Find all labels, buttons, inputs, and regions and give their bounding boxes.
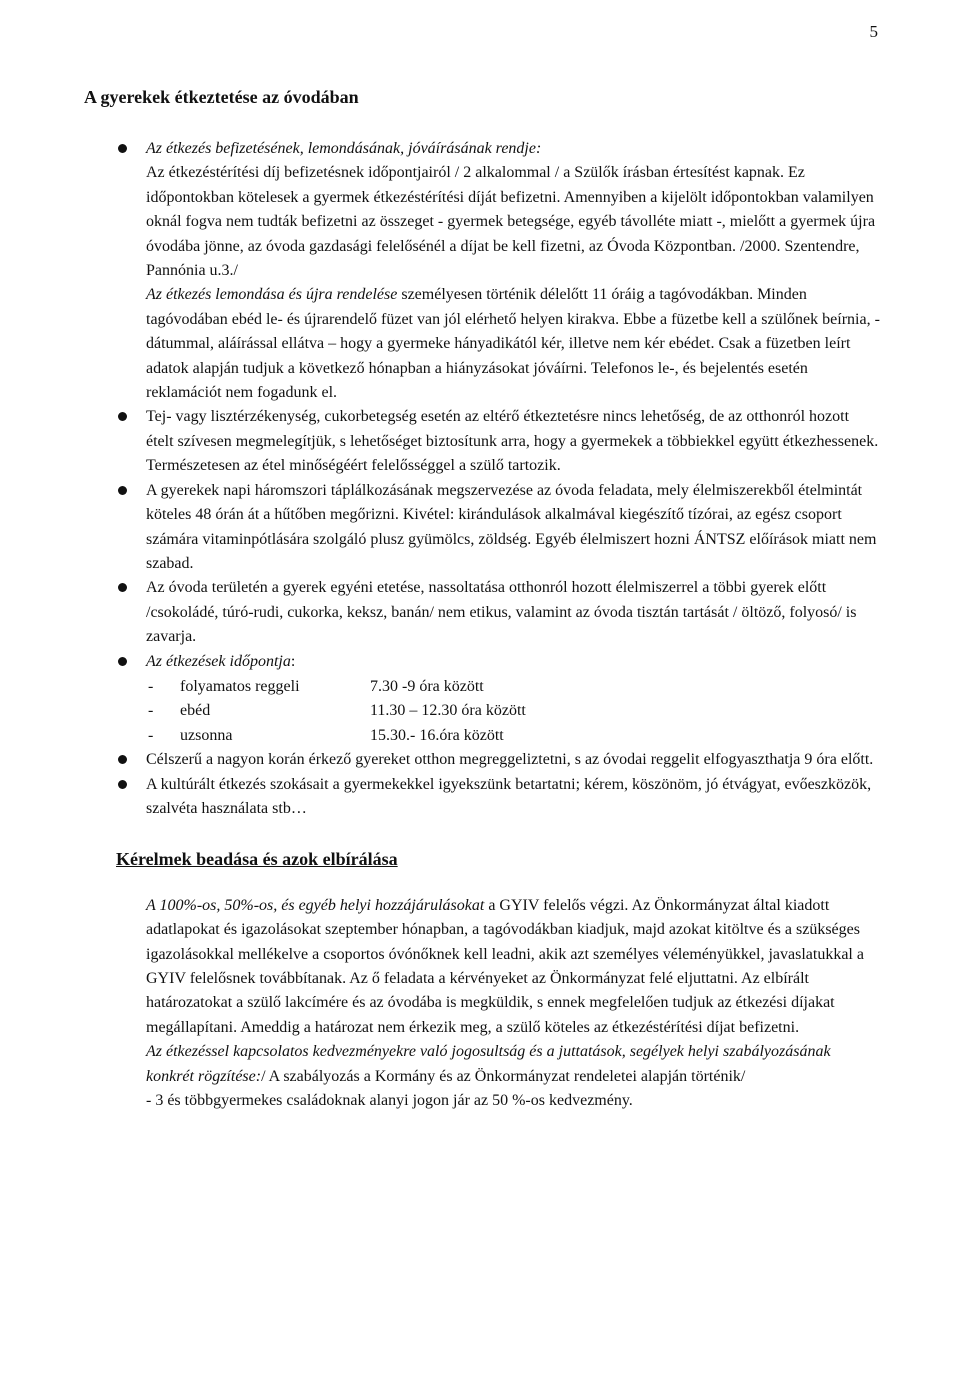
list-item-payment <box>118 137 880 405</box>
section-heading: Kérelmek beadása és azok elbírálása <box>116 849 398 870</box>
schedule-time: 15.30.- 16.óra között <box>370 726 504 744</box>
times-heading <box>146 650 880 674</box>
list-item-allergy <box>118 405 880 478</box>
section-paragraph-1 <box>146 894 880 1040</box>
list-item-manners <box>118 773 880 822</box>
contribution-title: A 100%-os, 50%-os, és egyéb helyi hozzájárulásokat <box>146 896 485 914</box>
content <box>118 137 880 1113</box>
list-item-times <box>118 650 880 749</box>
breakfast-text: Célszerű a nagyon korán érkező gyereket otthon megreggeliztetni, s az óvodai reggelit elfogyaszthatja 9 óra előtt. <box>146 751 874 769</box>
feeding-text: Az óvoda területén a gyerek egyéni etetése, nassoltatása otthonról hozott élelmiszerrel a többi gyerek előtt /csokoládé, túró-rudi, cukorka, keksz, banán/ nem etikus, valamint az óvoda tisztán tartását / öltöző, folyosó/ is zavarja. <box>146 579 857 646</box>
discount-text: / A szabályozás a Kormány és az Önkormányzat rendeletei alapján történik/ <box>261 1067 746 1085</box>
payment-title: Az étkezés befizetésének, lemondásának, jóváírásának rendje: <box>146 140 542 157</box>
cancel-title: Az étkezés lemondása és újra rendelése <box>146 286 398 304</box>
list-item-meals <box>118 479 880 577</box>
section-paragraph-2 <box>146 1040 880 1089</box>
page-heading: A gyerekek étkeztetése az óvodában <box>84 87 359 107</box>
contribution-text: a GYIV felelős végzi. Az Önkormányzat által kiadott adatlapokat és igazolásokat szeptember hónapban, a tagóvodákban kiadjuk, majd azokat kitöltve és a szükséges igazolásokkal mellékelve a csoportos óvónőknek kell leadni, akik azt személyes véleményükkel, javaslatukkal a GYIV felelősnek továbbítanak. Az ő feladata a kérvényeket az Önkormányzat felé eljuttatni. Az elbírált határozatokat a szülő lakcímére és az óvodába is megküldik, s ennek megfelelően tudjuk az étkezési díjakat megállapítani. Ameddig a határozat nem érkezik meg, a szülő köteles az étkezéstérítési díjat befizetni. <box>146 896 864 1036</box>
payment-paragraph <box>146 137 880 405</box>
section-paragraph-3: - 3 és többgyermekes családoknak alanyi jogon jár az 50 %-os kedvezmény. <box>146 1092 633 1110</box>
schedule-dash: - <box>148 726 154 744</box>
schedule-row-breakfast <box>146 675 880 699</box>
payment-text: Az étkezéstérítési díj befizetésnek időpontjairól / 2 alkalommal / a Szülők írásban értesítést kapnak. Ez időpontokban kötelesek a gyermek étkezéstérítési díját befizetni. Amennyiben a kijelölt időpontokban valamilyen oknál fogva nem tudták befizetni az összeget - gyermek betegsége, egyéb távolléte miatt -, mielőtt a gyermek újra óvodába jönne, az óvoda gazdasági felelősénél a díjat be kell fizetni, az Óvoda Központban. /2000. Szentendre, Pannónia u.3./ <box>146 164 876 280</box>
schedule-dash: - <box>148 677 154 695</box>
schedule-meal: folyamatos reggeli <box>180 677 300 695</box>
list-item-feeding <box>118 576 880 649</box>
schedule-meal: ebéd <box>180 702 211 720</box>
meals-text: A gyerekek napi háromszori táplálkozásának megszervezése az óvoda feladata, mely élelmiszerekből ételmintát köteles 48 órán át a hűtőben megőrizni. Kivétel: kirándulások alkalmával kiegészítő tízórai, az egész csoport számára vitaminpótlására szolgáló plusz gyümölcs, zöldség. Egyéb élelmiszert hozni ÁNTSZ előírások miatt nem szabad. <box>146 481 877 572</box>
section-body <box>118 894 880 1114</box>
manners-text: A kultúrált étkezés szokásait a gyermekekkel igyekszünk betartatni; kérem, köszönöm, jó étvágyat, evőeszközök, szalvéta használata stb… <box>146 775 872 817</box>
allergy-text: Tej- vagy lisztérzékenység, cukorbetegség esetén az eltérő étkeztetésre nincs lehetőség, de az otthonról hozott ételt szívesen megmelegítjük, s lehetőséget biztosítunk arra, hogy a gyermekek a többiekkel együtt étkezhessenek. Természetesen az étel minőségéért felelősséggel a szülő tartozik. <box>146 408 879 475</box>
schedule-row-lunch <box>146 699 880 723</box>
times-title: Az étkezések időpontja <box>146 652 291 670</box>
cancel-text: személyesen történik délelőtt 11 óráig a tagóvodákban. Minden tagóvodában ebéd le- és újrarendelő füzet van jól elérhető helyen kirakva. Ebbe a füzetbe kell a szülőnek beírnia, - dátummal, aláírással ellátva – hogy a gyermeke hányadikától kér, illetve nem kér ebédet. Csak a füzetben leírt adatok alapján tudjuk a következő hónapban a hiányzásokat jóváírni. Telefonos le-, és bejelentés esetén reklamációt nem fogadunk el. <box>146 286 880 402</box>
list-item-breakfast <box>118 748 880 772</box>
schedule-dash: - <box>148 702 154 720</box>
schedule-row-snack <box>146 724 880 748</box>
schedule <box>146 675 880 748</box>
schedule-meal: uzsonna <box>180 726 233 744</box>
schedule-time: 7.30 -9 óra között <box>370 677 484 695</box>
discount-title: Az étkezéssel kapcsolatos kedvezményekre való jogosultság és a juttatások, segélyek helyi szabályozásának konkrét rögzítése: <box>146 1043 831 1085</box>
times-colon: : <box>290 652 296 670</box>
page-number: 5 <box>869 22 878 41</box>
schedule-time: 11.30 – 12.30 óra között <box>370 702 526 720</box>
